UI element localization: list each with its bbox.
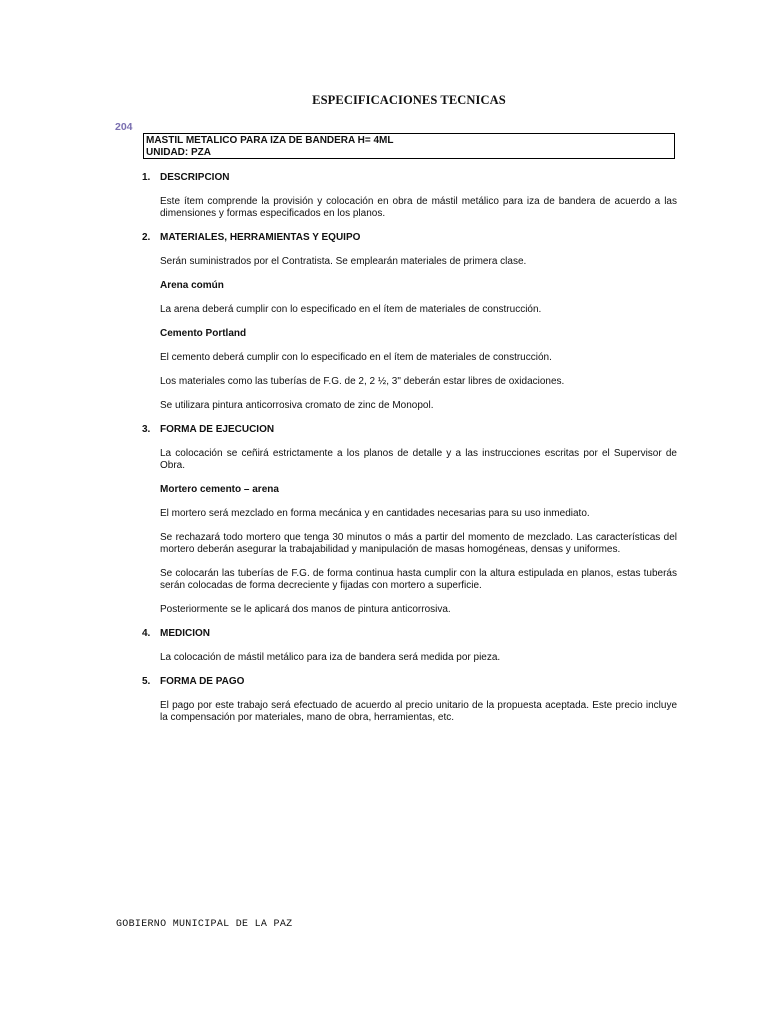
item-number: 204 <box>115 121 133 133</box>
section-heading-pago <box>142 676 677 688</box>
section-title: FORMA DE PAGO <box>160 676 245 687</box>
section-title: FORMA DE EJECUCION <box>160 424 275 435</box>
item-unit: UNIDAD: PZA <box>146 147 211 158</box>
section-heading-ejecucion <box>142 424 677 436</box>
pago-paragraph: El pago por este trabajo será efectuado de acuerdo al precio unitario de la propuesta aceptada. Este precio incluye la compensación por materiales, mano de obra, herramientas, etc. <box>160 700 677 723</box>
section-heading-materiales <box>142 232 677 244</box>
materiales-intro: Serán suministrados por el Contratista. Se emplearán materiales de primera clase. <box>160 256 527 267</box>
item-header-box <box>143 133 675 159</box>
section-heading-medicion <box>142 628 677 640</box>
section-title: MATERIALES, HERRAMIENTAS Y EQUIPO <box>160 232 361 243</box>
specification-body <box>142 172 677 736</box>
section-heading-descripcion <box>142 172 677 184</box>
pintura-paragraph: Se utilizara pintura anticorrosiva cromato de zinc de Monopol. <box>160 400 434 411</box>
section-number: 3. <box>142 424 151 435</box>
item-name: MASTIL METALICO PARA IZA DE BANDERA H= 4ML <box>146 135 394 146</box>
descripcion-paragraph: Este ítem comprende la provisión y colocación en obra de mástil metálico para iza de bandera de acuerdo a las dimensiones y formas especificados en los planos. <box>160 196 677 219</box>
tuberias-paragraph: Los materiales como las tuberías de F.G. de 2, 2 ½, 3" deberán estar libres de oxidaciones. <box>160 376 565 387</box>
mortero-paragraph-4: Posteriormente se le aplicará dos manos de pintura anticorrosiva. <box>160 604 451 615</box>
section-title: MEDICION <box>160 628 210 639</box>
subheading-mortero: Mortero cemento – arena <box>160 484 279 495</box>
cemento-paragraph: El cemento deberá cumplir con lo especificado en el ítem de materiales de construcción. <box>160 352 552 363</box>
mortero-paragraph-2: Se rechazará todo mortero que tenga 30 minutos o más a partir del momento de mezclado. Las características del mortero deberán asegurar la trabajabilidad y manipulación de masas homogéneas, densas y uniformes. <box>160 532 677 555</box>
subheading-cemento: Cemento Portland <box>160 328 247 339</box>
section-title: DESCRIPCION <box>160 172 230 183</box>
mortero-paragraph-1: El mortero será mezclado en forma mecánica y en cantidades necesarias para su uso inmediato. <box>160 508 590 519</box>
section-number: 5. <box>142 676 151 687</box>
section-number: 4. <box>142 628 151 639</box>
arena-paragraph: La arena deberá cumplir con lo especificado en el ítem de materiales de construcción. <box>160 304 542 315</box>
mortero-paragraph-3: Se colocarán las tuberías de F.G. de forma continua hasta cumplir con la altura estipulada en planos, estas tuberás serán colocadas de forma decreciente y fijadas con mortero a superficie. <box>160 568 677 591</box>
section-number: 2. <box>142 232 151 243</box>
section-number: 1. <box>142 172 151 183</box>
ejecucion-intro: La colocación se ceñirá estrictamente a los planos de detalle y a las instrucciones escritas por el Supervisor de Obra. <box>160 448 677 471</box>
subheading-arena: Arena común <box>160 280 224 291</box>
medicion-paragraph: La colocación de mástil metálico para iza de bandera será medida por pieza. <box>160 652 501 663</box>
page-footer: GOBIERNO MUNICIPAL DE LA PAZ <box>116 919 293 930</box>
document-title: ESPECIFICACIONES TECNICAS <box>312 93 506 107</box>
